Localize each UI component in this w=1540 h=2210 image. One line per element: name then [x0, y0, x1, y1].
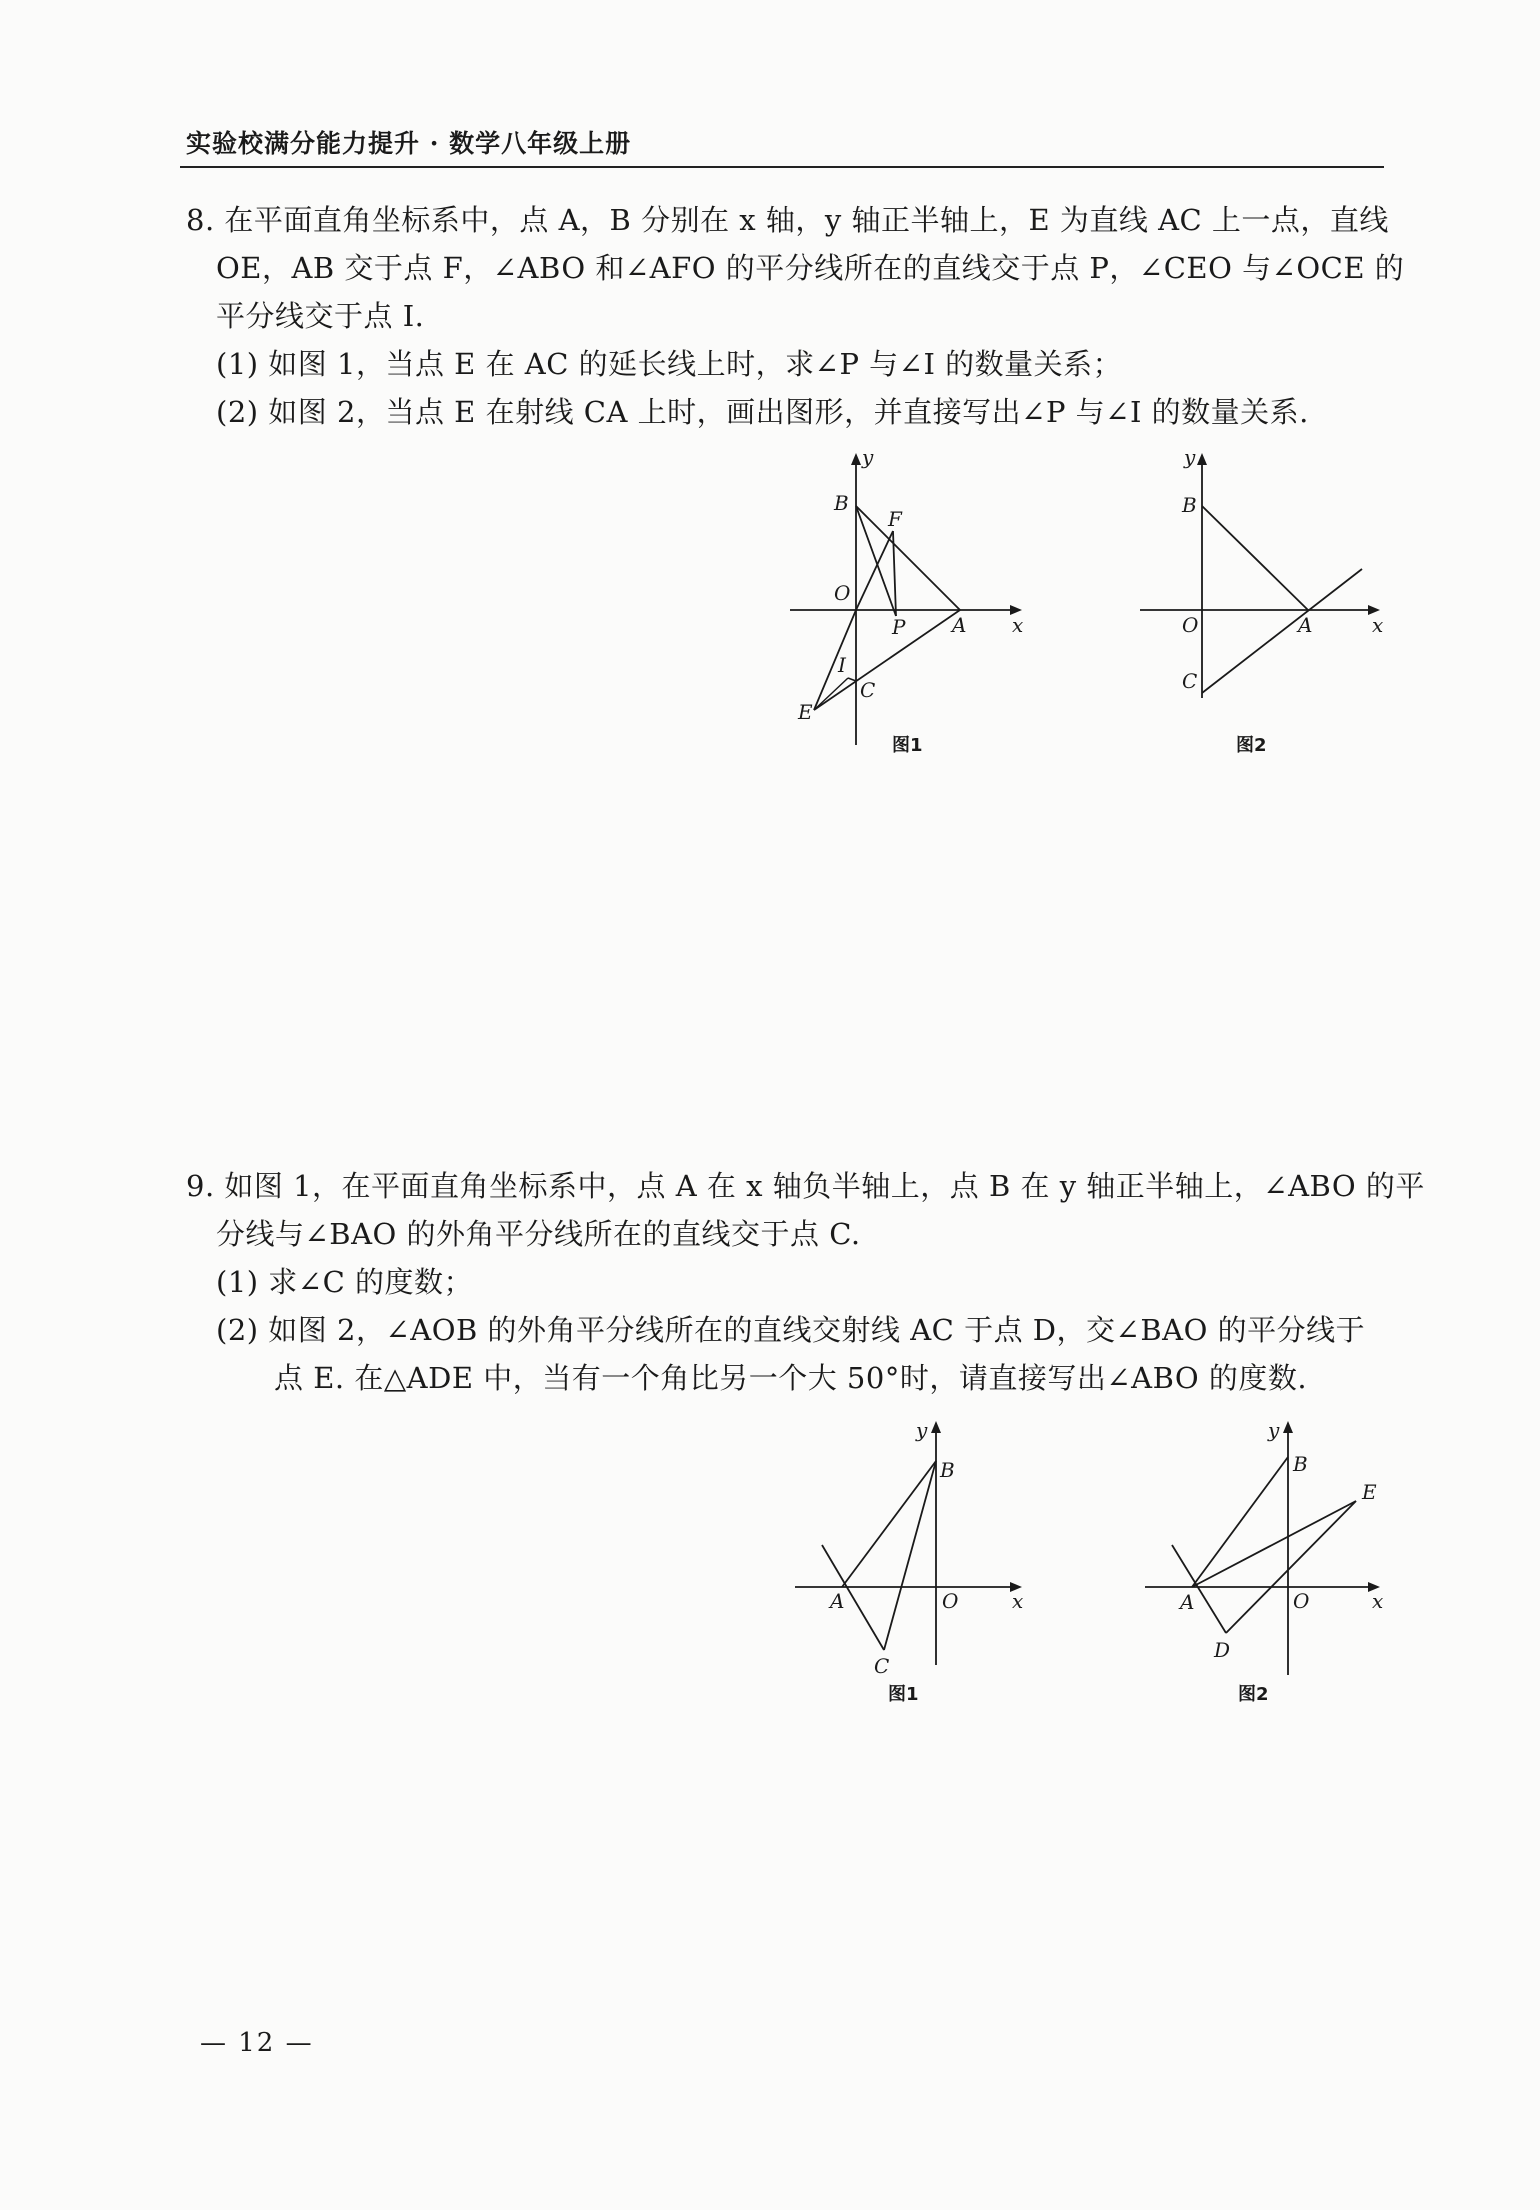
label-A: A — [830, 1589, 845, 1613]
segment-AB — [842, 1461, 936, 1587]
problem-9-part-2-cont: 点 E. 在△ADE 中，当有一个角比另一个大 50°时，请直接写出∠ABO 的度数. — [274, 1361, 1308, 1395]
label-B: B — [1293, 1452, 1308, 1476]
ray-CA — [1202, 569, 1362, 693]
line-DE — [1226, 1501, 1356, 1633]
label-B: B — [1182, 493, 1197, 517]
label-y: y — [1268, 1418, 1280, 1442]
header-title: 实验校满分能力提升 · 数学八年级上册 — [186, 129, 632, 158]
segment-BC — [884, 1461, 936, 1650]
problem-8-figure-2-svg — [1140, 445, 1390, 760]
problem-9-part-2: (2) 如图 2，∠AOB 的外角平分线所在的直线交射线 AC 于点 D，交∠BAO 的平分线于 — [216, 1313, 1366, 1347]
segment-BA — [856, 506, 960, 610]
label-y: y — [1184, 445, 1196, 469]
problem-8-line-3: 平分线交于点 I. — [216, 299, 425, 333]
problem-8-figure-1-svg — [790, 445, 1030, 760]
label-C: C — [874, 1654, 890, 1678]
bisector-C — [848, 678, 856, 681]
page-number: — 12 — — [200, 2028, 314, 2058]
problem-9-line-1: 9. 如图 1，在平面直角坐标系中，点 A 在 x 轴负半轴上，点 B 在 y 轴正半轴上，∠ABO 的平 — [186, 1169, 1425, 1203]
label-O: O — [1182, 613, 1199, 637]
figure-caption: 图2 — [1236, 735, 1267, 756]
label-O: O — [834, 581, 851, 605]
label-A: A — [1180, 1590, 1195, 1614]
problem-9-figure-1 — [790, 1415, 1030, 1705]
label-E: E — [798, 700, 813, 724]
segment-OF — [856, 531, 893, 610]
problem-8-line-2: OE，AB 交于点 F，∠ABO 和∠AFO 的平分线所在的直线交于点 P，∠CEO 与∠OCE 的 — [216, 251, 1405, 285]
y-axis-arrow — [851, 453, 861, 465]
label-F: F — [888, 507, 902, 531]
label-B: B — [834, 491, 849, 515]
header-rule — [180, 166, 1384, 168]
label-x: x — [1012, 1589, 1024, 1613]
bisector-E — [814, 678, 848, 710]
label-x: x — [1372, 1589, 1384, 1613]
segment-AB — [1192, 1457, 1288, 1587]
label-C: C — [1182, 669, 1198, 693]
label-B: B — [940, 1458, 955, 1482]
problem-9-figure-1-svg — [790, 1415, 1030, 1705]
label-O: O — [1293, 1589, 1310, 1613]
problem-9 — [186, 1162, 1425, 1402]
label-P: P — [892, 615, 906, 639]
figure-caption: 图1 — [892, 735, 923, 756]
label-A: A — [952, 613, 967, 637]
label-I: I — [838, 653, 846, 677]
problem-8-figure-2 — [1140, 445, 1390, 760]
label-y: y — [862, 445, 874, 469]
problem-9-line-2: 分线与∠BAO 的外角平分线所在的直线交于点 C. — [216, 1217, 861, 1251]
label-x: x — [1372, 613, 1384, 637]
label-x: x — [1012, 613, 1024, 637]
label-E: E — [1362, 1480, 1377, 1504]
label-C: C — [860, 678, 876, 702]
y-axis-arrow — [1197, 453, 1207, 465]
label-y: y — [916, 1418, 928, 1442]
y-axis-arrow — [931, 1421, 941, 1433]
figure-caption: 图2 — [1238, 1684, 1269, 1705]
ray-AC — [1172, 1545, 1226, 1633]
problem-8-part-2: (2) 如图 2，当点 E 在射线 CA 上时，画出图形，并直接写出∠P 与∠I 的数量关系. — [216, 395, 1309, 429]
bisector-A — [1192, 1501, 1356, 1587]
problem-9-figure-2-svg — [1140, 1415, 1390, 1705]
label-D: D — [1214, 1638, 1231, 1662]
y-axis-arrow — [1283, 1421, 1293, 1433]
problem-9-part-1: (1) 求∠C 的度数； — [216, 1265, 474, 1299]
label-O: O — [942, 1589, 959, 1613]
problem-8 — [186, 196, 1405, 436]
problem-8-part-1: (1) 如图 1，当点 E 在 AC 的延长线上时，求∠P 与∠I 的数量关系； — [216, 347, 1123, 381]
problem-8-line-1: 8. 在平面直角坐标系中，点 A，B 分别在 x 轴，y 轴正半轴上，E 为直线 AC 上一点，直线 — [186, 203, 1389, 237]
problem-9-figure-2 — [1140, 1415, 1390, 1705]
figure-caption: 图1 — [888, 1684, 919, 1705]
segment-BA — [1202, 506, 1308, 610]
problem-8-figure-1 — [790, 445, 1030, 760]
label-A: A — [1298, 613, 1313, 637]
